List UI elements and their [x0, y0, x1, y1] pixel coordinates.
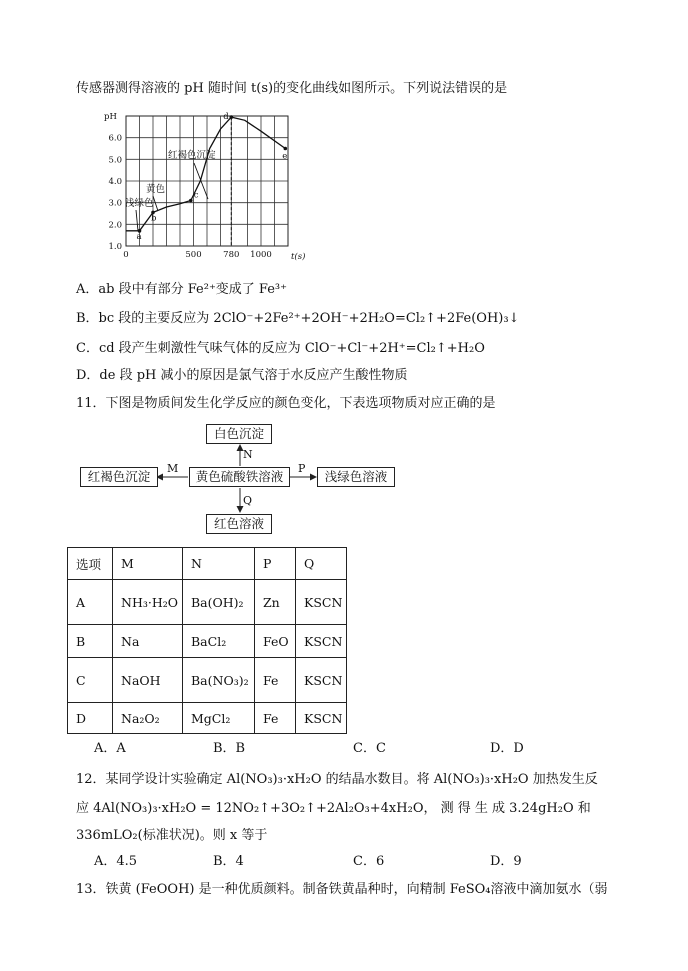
- y-tick-label: 4.0: [108, 177, 122, 187]
- table-cell: NaOH: [113, 658, 183, 703]
- table-cell: Fe: [255, 703, 296, 734]
- table-cell: BaCl₂: [183, 625, 255, 658]
- annotation-1: 黄色: [146, 184, 166, 195]
- label-n: N: [243, 448, 253, 461]
- table-row: [68, 658, 347, 703]
- annotation-0: 红褐色沉淀: [168, 150, 216, 161]
- x-axis-label: t(s): [291, 252, 306, 262]
- table-header-row: [68, 548, 347, 580]
- point-label-d: d: [223, 112, 229, 123]
- x-tick-label: 500: [185, 250, 202, 260]
- label-q: Q: [243, 494, 253, 507]
- q13-line-1: 13．铁黄 (FeOOH) 是一种优质颜料。制备铁黄晶种时，向精制 FeSO₄溶液中滴加氨水（弱: [76, 882, 608, 897]
- q10-option-d: D．de 段 pH 减小的原因是氯气溶于水反应产生酸性物质: [76, 368, 408, 383]
- red-brown-precipitate-box: 红褐色沉淀: [80, 467, 158, 487]
- q10-option-a: A．ab 段中有部分 Fe²⁺变成了 Fe³⁺: [76, 282, 288, 297]
- white-precipitate-box: 白色沉淀: [206, 424, 272, 444]
- q11-answer-a: A．A: [94, 741, 126, 756]
- q10-stem: 传感器测得溶液的 pH 随时间 t(s)的变化曲线如图所示。下列说法错误的是: [76, 81, 508, 96]
- q12-line-2: 应 4Al(NO₃)₃·xH₂O = 12NO₂↑+3O₂↑+2Al₂O₃+4xH₂O， 测 得 生 成 3.24gH₂O 和: [76, 801, 591, 816]
- x-tick-label: 780: [223, 250, 240, 260]
- table-cell: B: [68, 625, 113, 658]
- table-cell: Na: [113, 625, 183, 658]
- point-label-a: a: [136, 231, 142, 242]
- label-m: M: [167, 462, 179, 475]
- table-row: [68, 703, 347, 734]
- table-header: M: [113, 548, 183, 580]
- table-header: N: [183, 548, 255, 580]
- y-tick-label: 6.0: [108, 133, 122, 144]
- table-cell: KSCN: [296, 703, 347, 734]
- table-cell: Ba(NO₃)₂: [183, 658, 255, 703]
- y-tick-label: 3.0: [108, 198, 122, 209]
- table-cell: KSCN: [296, 625, 347, 658]
- light-green-solution-box: 浅绿色溶液: [317, 467, 395, 487]
- q11-answer-b: B．B: [213, 741, 246, 756]
- table-cell: NH₃·H₂O: [113, 580, 183, 625]
- y-tick-label: 2.0: [108, 220, 122, 231]
- table-header: P: [255, 548, 296, 580]
- q12-answer-c: C．6: [353, 854, 385, 869]
- y-axis-label: pH: [104, 112, 117, 122]
- red-solution-box: 红色溶液: [206, 514, 272, 534]
- table-cell: KSCN: [296, 658, 347, 703]
- ferric-sulfate-box: 黄色硫酸铁溶液: [189, 467, 290, 487]
- q11-answer-c: C．C: [353, 741, 386, 756]
- q12-answer-b: B．4: [213, 854, 244, 869]
- table-cell: Ba(OH)₂: [183, 580, 255, 625]
- q12-line-1: 12．某同学设计实验确定 Al(NO₃)₃·xH₂O 的结晶水数目。将 Al(NO₃)₃·xH₂O 加热发生反: [76, 772, 598, 787]
- table-cell: KSCN: [296, 580, 347, 625]
- q10-option-c: C．cd 段产生刺激性气味气体的反应为 ClO⁻+Cl⁻+2H⁺=Cl₂↑+H₂O: [76, 341, 485, 356]
- table-row: [68, 580, 347, 625]
- table-cell: FeO: [255, 625, 296, 658]
- y-tick-label: 5.0: [108, 155, 122, 166]
- q11-stem: 11．下图是物质间发生化学反应的颜色变化，下表选项物质对应正确的是: [76, 396, 496, 411]
- q12-answer-d: D．9: [490, 854, 522, 869]
- annotation-2: 浅绿色: [125, 198, 154, 209]
- table-cell: MgCl₂: [183, 703, 255, 734]
- table-cell: A: [68, 580, 113, 625]
- label-p: P: [298, 462, 306, 475]
- x-tick-label: 0: [123, 250, 129, 260]
- y-tick-label: 1.0: [108, 242, 122, 252]
- q11-answer-d: D．D: [490, 741, 524, 756]
- x-tick-label: 1000: [250, 250, 272, 260]
- q12-answer-a: A．4.5: [94, 854, 138, 869]
- table-cell: Zn: [255, 580, 296, 625]
- q10-option-b: B．bc 段的主要反应为 2ClO⁻+2Fe²⁺+2OH⁻+2H₂O=Cl₂↑+2Fe(OH)₃↓: [76, 311, 520, 326]
- table-cell: D: [68, 703, 113, 734]
- point-label-b: b: [151, 213, 157, 224]
- table-cell: Na₂O₂: [113, 703, 183, 734]
- options-table: [67, 547, 347, 734]
- table-cell: Fe: [255, 658, 296, 703]
- table-row: [68, 625, 347, 658]
- table-header: Q: [296, 548, 347, 580]
- table-cell: C: [68, 658, 113, 703]
- table-header: 选项: [68, 548, 113, 580]
- point-label-e: e: [282, 151, 288, 162]
- point-label-c: c: [193, 190, 199, 201]
- q12-line-3: 336mLO₂(标准状况)。则 x 等于: [76, 828, 268, 843]
